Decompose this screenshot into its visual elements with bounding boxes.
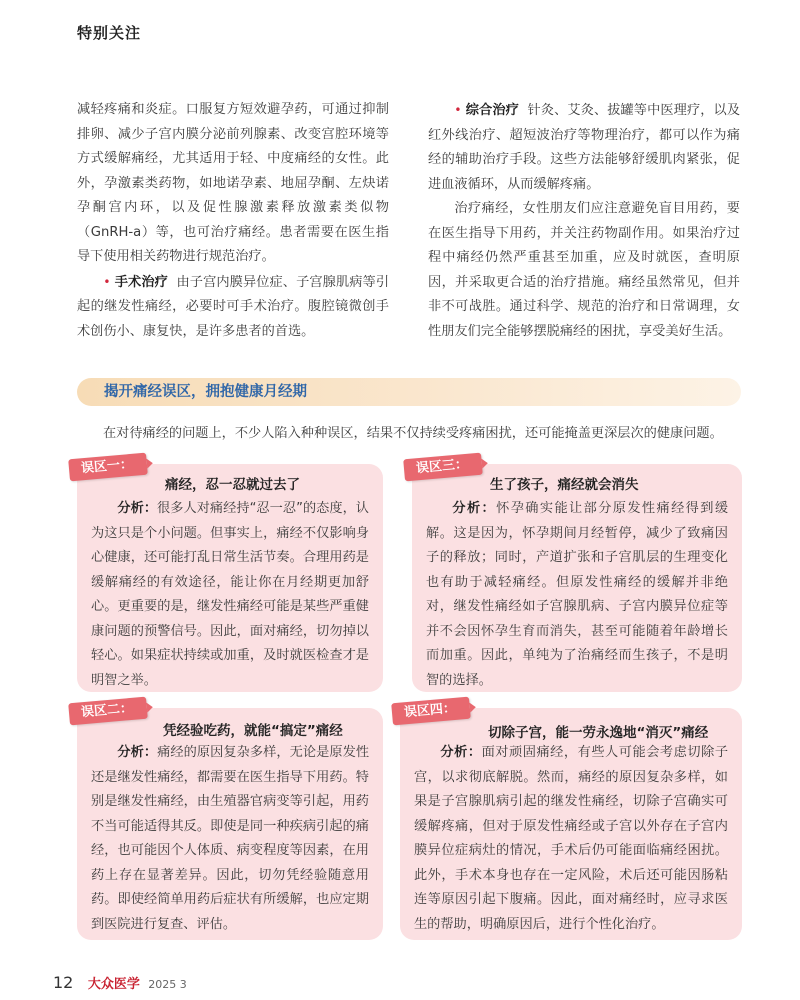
- myth-body: [91, 741, 369, 937]
- bullet-icon: •: [454, 103, 462, 117]
- treatment-item-combined: [428, 98, 740, 197]
- analysis-text: 怀孕确实能让部分原发性痛经得到缓解。这是因为，怀孕期间月经暂停，减少了致痛因子的释放；同时，产道扩张和子宫肌层的生理变化也有助于减轻痛经。但原发性痛经的缓解并非绝对，继发性痛经如子宫腺肌病、子宫内膜异位症等并不会因怀孕生育而消失，甚至可能随着年龄增长而加重。因此，单纯为了治痛经而生孩子，不是明智的选择。: [426, 501, 729, 688]
- page-number: 12: [53, 973, 74, 992]
- analysis-label: 分析：: [440, 745, 482, 760]
- myth-card: [400, 700, 742, 940]
- myth-card: [412, 456, 742, 692]
- analysis-text: 面对顽固痛经，有些人可能会考虑切除子宫，以求彻底解脱。然而，痛经的原因复杂多样，如果是子宫腺肌病引起的继发性痛经，切除子宫确实可缓解疼痛，但对于原发性痛经或子宫以外存在子宫内膜异位症病灶的情况，手术后仍可能面临痛经困扰。此外，手术本身也存在一定风险，术后还可能因肠粘连等原因引起下腹痛。因此，面对痛经时，应寻求医生的帮助，明确原因后，进行个性化治疗。: [414, 745, 729, 932]
- myth-card: [77, 456, 383, 692]
- treatment-item-surgery: [77, 270, 389, 345]
- right-column: [428, 98, 740, 344]
- banner-title: 揭开痛经误区，拥抱健康月经期: [104, 384, 307, 400]
- analysis-label: 分析：: [117, 501, 158, 516]
- section-label: 特别关注: [77, 24, 142, 42]
- analysis-label: 分析：: [452, 501, 497, 516]
- myth-title: 生了孩子，痛经就会消失: [490, 477, 639, 493]
- myth-title: 切除子宫，能一劳永逸地“消灭”痛经: [488, 725, 709, 741]
- term-text: 由子宫内膜异位症、子宫腺肌病等引起的继发性痛经，必要时可手术治疗。腹腔镜微创手术创伤小、康复快，是许多患者的首选。: [77, 274, 390, 339]
- section-banner: [77, 378, 741, 406]
- left-column: [77, 98, 389, 344]
- myth-tag: 误区四：: [391, 697, 471, 726]
- term-label: 手术治疗: [114, 274, 168, 290]
- myth-tag: 误区三：: [403, 453, 483, 482]
- analysis-label: 分析：: [117, 745, 158, 760]
- myth-tag: 误区一：: [68, 453, 148, 482]
- myth-title: 凭经验吃药，就能“搞定”痛经: [163, 723, 343, 739]
- myth-body: [91, 497, 369, 693]
- paragraph: 治疗痛经，女性朋友们应注意避免盲目用药，要在医生指导下用药，并关注药物副作用。如果治疗过程中痛经仍然严重甚至加重，应及时就医，查明原因，并采取更合适的治疗措施。痛经虽然常见，但并非不可战胜。通过科学、规范的治疗和日常调理，女性朋友们完全能够摆脱痛经的困扰，享受美好生活。: [428, 201, 740, 339]
- myth-body: [426, 497, 728, 693]
- myth-tag: 误区二：: [68, 697, 148, 726]
- intro-text: 在对待痛经的问题上，不少人陷入种种误区，结果不仅持续受疼痛困扰，还可能掩盖更深层次的健康问题。: [103, 426, 723, 441]
- magazine-logo: 大众医学: [87, 977, 140, 992]
- analysis-text: 很多人对痛经持“忍一忍”的态度，认为这只是个小问题。但事实上，痛经不仅影响身心健康，还可能打乱日常生活节奏。合理用药是缓解痛经的有效途径，能让你在月经期更加舒心。更重要的是，继发性痛经可能是某些严重健康问题的预警信号。因此，面对痛经，切勿掉以轻心。如果症状持续或加重，及时就医检查才是明智之举。: [91, 501, 369, 688]
- myth-card: [77, 700, 383, 940]
- term-text: 针灸、艾灸、拔罐等中医理疗，以及红外线治疗、超短波治疗等物理治疗，都可以作为痛经的辅助治疗手段。这些方法能够舒缓肌肉紧张，促进血液循环，从而缓解疼痛。: [428, 103, 741, 192]
- paragraph: 减轻疼痛和炎症。口服复方短效避孕药，可通过抑制排卵、减少子宫内膜分泌前列腺素、改变宫腔环境等方式缓解痛经，尤其适用于轻、中度痛经的女性。此外，孕激素类药物，如地诺孕素、地屈孕酮、左炔诺孕酮宫内环，以及促性腺激素释放激素类似物（GnRH-a）等，也可治疗痛经。患者需要在医生指导下使用相关药物进行规范治疗。: [77, 102, 389, 264]
- myth-title: 痛经，忍一忍就过去了: [165, 477, 300, 493]
- myth-body: [414, 741, 728, 937]
- term-label: 综合治疗: [465, 103, 519, 118]
- bullet-icon: •: [103, 274, 111, 289]
- issue-number: 2025 3: [148, 978, 187, 991]
- page-footer: [53, 973, 187, 992]
- analysis-text: 痛经的原因复杂多样，无论是原发性还是继发性痛经，都需要在医生指导下用药。特别是继发性痛经，由生殖器官病变等引起，用药不当可能适得其反。即使是同一种疾病引起的痛经，也可能因个人体质、病变程度等因素，在用药上存在显著差异。因此，切勿凭经验随意用药。即使经简单用药后症状有所缓解，也应定期到医院进行复查、评估。: [91, 745, 370, 932]
